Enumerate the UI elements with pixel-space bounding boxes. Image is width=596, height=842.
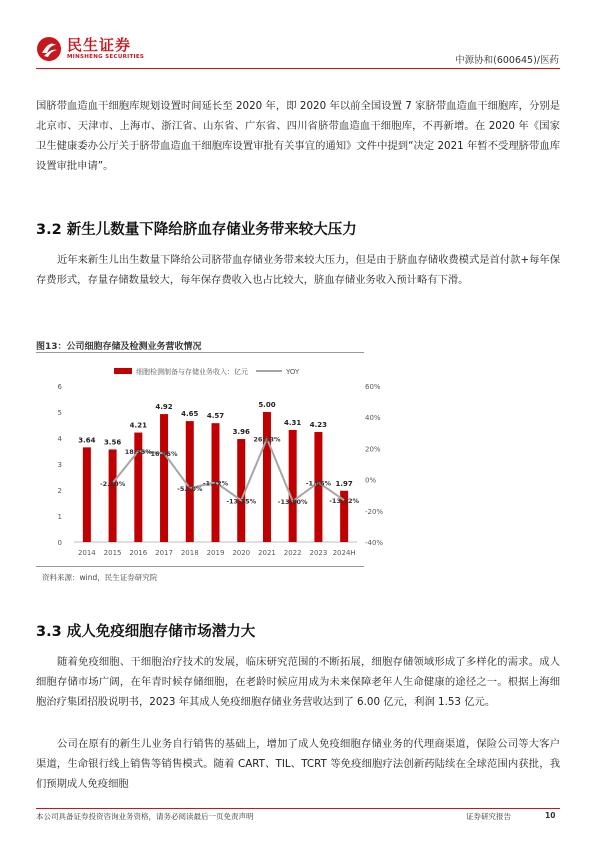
- bar-value-label: 4.31: [284, 418, 302, 427]
- yoy-value-label: -5.50%: [177, 485, 203, 494]
- header-divider: [36, 68, 560, 69]
- x-tick-label: 2020: [232, 549, 251, 557]
- bar: [83, 447, 91, 542]
- section-33-paragraph-1: 随着免疫细胞、干细胞治疗技术的发展，临床研究范围的不断拓展，细胞存储领域形成了多样化的需求。成人细胞存储市场广阔，在年青时候存储细胞，在老龄时候应用成为未来保障老年人生命健康的途径之一。根据上海细胞治疗集团招股说明书，2023 年其成人免疫细胞存储业务营收达到了 6.00 亿元，利润 1.53 亿元。: [36, 656, 560, 708]
- yoy-value-label: 18.35%: [124, 448, 152, 457]
- bar-value-label: 5.00: [258, 401, 276, 409]
- bar-value-label: 4.21: [129, 421, 147, 430]
- x-tick-label: 2014: [77, 549, 96, 557]
- footer-disclaimer: 本公司具备证券投资咨询业务资格，请务必阅读最后一页免责声明: [36, 812, 254, 821]
- y-left-tick-label: 1: [57, 513, 62, 521]
- y-left-tick-label: 5: [57, 409, 62, 417]
- figure-bottom-divider: [36, 566, 364, 567]
- yoy-value-label: -13.80%: [277, 498, 308, 507]
- x-tick-label: 2015: [103, 549, 122, 557]
- x-tick-label: 2016: [129, 549, 148, 557]
- y-left-tick-label: 2: [57, 487, 62, 495]
- legend-bar-label: 细胞检测制备与存储业务收入：亿元: [136, 368, 248, 376]
- section-33-paragraph-2: 公司在原有的新生儿业务自行销售的基础上，增加了成人免疫细胞存储业务的代理商渠道，保险公司等大客户渠道，生命银行线上销售等销售模式。随着 CART、TIL、TCRT 等免疫细胞疗法创新药陆续在全球范围内获批，我们预期成人免疫细胞: [36, 738, 560, 790]
- y-left-tick-label: 3: [57, 461, 62, 469]
- legend-bar-swatch: [114, 368, 132, 374]
- x-tick-label: 2018: [180, 549, 199, 557]
- brand-name-en: MINSHENG SECURITIES: [67, 54, 145, 60]
- company-ticker: 中源协和(600645)/医药: [455, 55, 559, 66]
- intro-paragraph: 国脐带血造血干细胞库规划设置时间延长至 2020 年，即 2020 年以前全国设置 7 家脐带血造血干细胞库，分别是北京市、天津市、上海市、浙江省、山东省、广东省、四川省脐带血造血干细胞库，不再新增。在 2020 年《国家卫生健康委办公厅关于脐带血造血干细胞库设置审批有关事宜的通知》文件中提到“决定 2021 年暂不受理脐带血库设置审批申请”。: [36, 100, 560, 172]
- brand-logo: [36, 36, 144, 62]
- yoy-value-label: -13.35%: [226, 497, 257, 506]
- x-tick-label: 2022: [283, 549, 302, 557]
- footer-divider: [36, 808, 560, 809]
- bar-value-label: 4.65: [181, 410, 199, 419]
- y-right-tick-label: -40%: [365, 539, 384, 547]
- bar-value-label: 4.92: [155, 403, 173, 412]
- figure-title: 图13：公司细胞存储及检测业务营收情况: [36, 342, 202, 352]
- bar-value-label: 3.56: [103, 438, 122, 447]
- yoy-value-label: -1.86%: [305, 479, 332, 488]
- footer-report-type: 证券研究报告: [466, 812, 511, 821]
- bar-value-label: 4.23: [309, 421, 328, 430]
- bar-value-label: 3.64: [78, 436, 96, 445]
- y-right-tick-label: 0%: [365, 476, 377, 485]
- x-tick-label: 2021: [258, 549, 276, 557]
- yoy-value-label: -2.20%: [99, 480, 126, 489]
- yoy-value-label: -13.12%: [329, 497, 360, 506]
- page-header: [0, 0, 596, 70]
- bar: [160, 414, 168, 542]
- y-right-tick-label: -20%: [365, 507, 384, 516]
- yoy-value-label: 26.33%: [253, 435, 281, 444]
- bar: [263, 412, 271, 542]
- section-32-title: 3.2 新生儿数量下降给脐血存储业务带来较大压力: [36, 222, 357, 238]
- x-tick-label: 2019: [206, 549, 225, 557]
- bar-value-label: 4.57: [206, 412, 225, 421]
- x-tick-label: 2023: [309, 549, 328, 557]
- y-right-tick-label: 40%: [365, 414, 381, 423]
- page-number: 10: [545, 811, 556, 820]
- section-32-paragraph: 近年来新生儿出生数量下降给公司脐带血存储业务带来较大压力，但是由于脐血存储收费模式是首付款+每年保存费形式，存量存储数量较大，每年保存费收入也占比较大，脐血存储业务收入预计略有下滑。: [36, 254, 560, 286]
- bar: [109, 449, 117, 542]
- section-33-title: 3.3 成人免疫细胞存储市场潜力大: [36, 624, 256, 640]
- y-left-tick-label: 6: [57, 383, 62, 391]
- figure-title-divider: [36, 352, 364, 353]
- y-left-tick-label: 0: [57, 539, 62, 547]
- revenue-chart: [36, 354, 396, 564]
- y-left-tick-label: 4: [57, 435, 62, 443]
- bar: [289, 430, 297, 542]
- y-right-tick-label: 60%: [365, 383, 381, 391]
- bar: [237, 439, 245, 542]
- legend-line-label: YOY: [286, 368, 300, 376]
- bar-value-label: 1.97: [335, 479, 353, 488]
- brand-name-cn: 民生证券: [67, 36, 132, 54]
- y-right-tick-label: 20%: [365, 445, 381, 454]
- bar-value-label: 3.96: [232, 428, 250, 437]
- minsheng-logo-icon: [36, 36, 62, 62]
- yoy-value-label: 16.95%: [150, 450, 178, 459]
- x-tick-label: 2017: [155, 549, 173, 557]
- figure-source: 资料来源：wind，民生证券研究院: [42, 573, 158, 582]
- x-tick-label: 2024H: [332, 549, 356, 557]
- bar: [186, 421, 194, 542]
- yoy-value-label: -1.72%: [202, 479, 229, 488]
